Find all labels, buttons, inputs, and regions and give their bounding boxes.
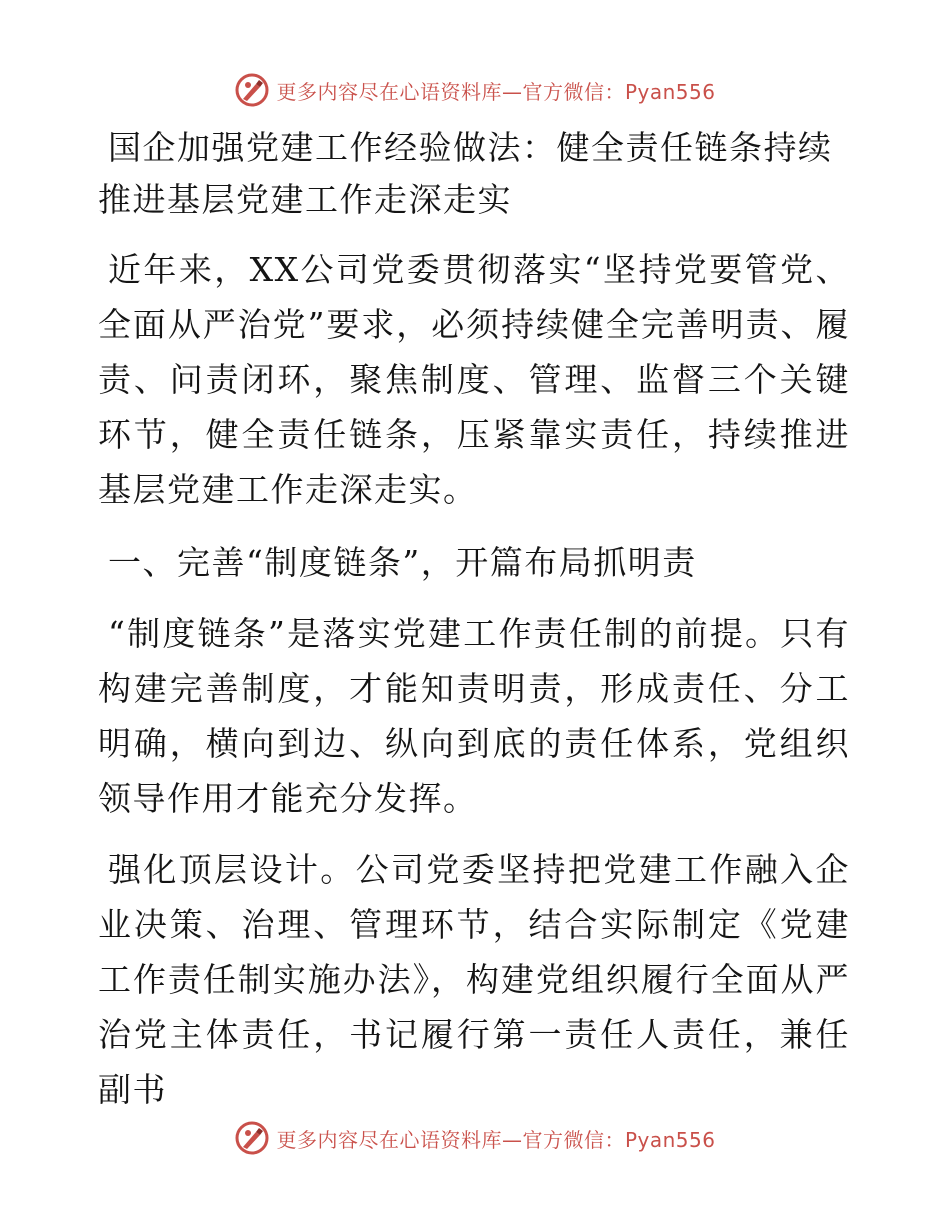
pen-logo-icon (234, 1120, 270, 1156)
paragraph-intro: 近年来，XX公司党委贯彻落实“坚持党要管党、全面从严治党”要求，必须持续健全完善明责、履责、问责闭环，聚焦制度、管理、监督三个关键环节，健全责任链条，压紧靠实责任，持续推进基层党建工作走深走实。 (98, 250, 850, 509)
watermark-text: 更多内容尽在心语资料库—官方微信：Pyan556 (276, 1127, 716, 1152)
paragraph-top-design: 强化顶层设计。公司党委坚持把党建工作融入企业决策、治理、管理环节，结合实际制定《党建工作责任制实施办法》，构建党组织履行全面从严治党主体责任，书记履行第一责任人责任，兼任副书 (98, 850, 850, 1109)
watermark-text: 更多内容尽在心语资料库—官方微信：Pyan556 (276, 79, 716, 104)
document-title: 国企加强党建工作经验做法：健全责任链条持续推进基层党建工作走深走实 (98, 128, 833, 219)
document-body (98, 122, 850, 1117)
pen-logo-icon (234, 72, 270, 108)
watermark-footer (0, 1118, 950, 1158)
section-heading-1: 一、完善“制度链条”，开篇布局抓明责 (108, 543, 697, 582)
paragraph-system-chain: “制度链条”是落实党建工作责任制的前提。只有构建完善制度，才能知责明责，形成责任、分工明确，横向到边、纵向到底的责任体系，党组织领导作用才能充分发挥。 (98, 614, 850, 818)
watermark-header (0, 70, 950, 110)
